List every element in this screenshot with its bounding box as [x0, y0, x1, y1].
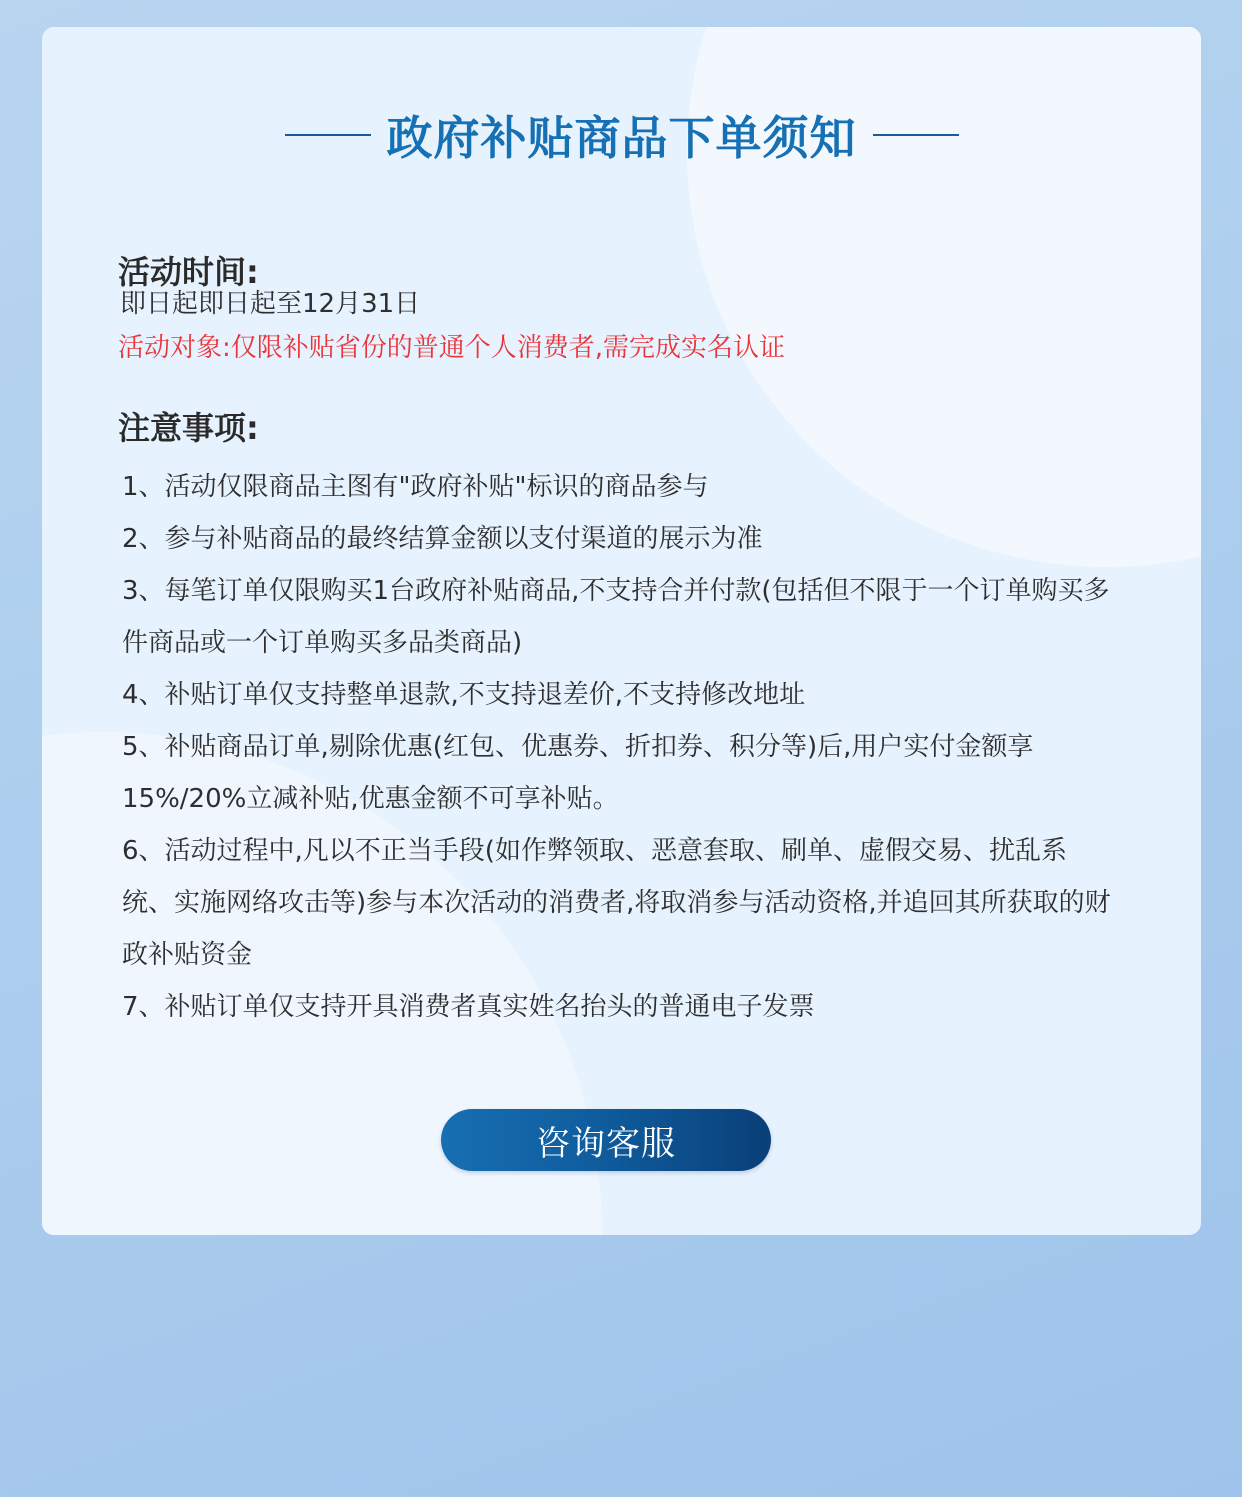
- note-item: 4、补贴订单仅支持整单退款,不支持退差价,不支持修改地址: [122, 680, 806, 710]
- page-title: 政府补贴商品下单须知: [386, 111, 857, 165]
- notice-content: [42, 27, 1201, 1235]
- note-item: 7、补贴订单仅支持开具消费者真实姓名抬头的普通电子发票: [122, 992, 815, 1022]
- note-item: 6、活动过程中,凡以不正当手段(如作弊领取、恶意套取、刷单、虚假交易、扰乱系统、实施网络攻击等)参与本次活动的消费者,将取消参与活动资格,并追回其所获取的财政补贴资金: [122, 836, 1111, 970]
- note-item: 1、活动仅限商品主图有"政府补贴"标识的商品参与: [122, 472, 709, 502]
- note-item: 2、参与补贴商品的最终结算金额以支付渠道的展示为准: [122, 524, 763, 554]
- title-row: [42, 103, 1201, 167]
- consult-customer-service-button[interactable]: 咨询客服: [441, 1109, 771, 1171]
- notes-list: [122, 461, 1112, 1033]
- note-item: 3、每笔订单仅限购买1台政府补贴商品,不支持合并付款(包括但不限于一个订单购买多件商品或一个订单购买多品类商品): [122, 576, 1110, 658]
- activity-time-text: 即日起即日起至12月31日: [120, 289, 421, 319]
- title-divider-right: [873, 134, 959, 136]
- title-divider-left: [285, 134, 371, 136]
- notice-card: [42, 27, 1201, 1235]
- activity-time-heading: 活动时间:: [118, 253, 259, 291]
- note-item: 5、补贴商品订单,剔除优惠(红包、优惠券、折扣券、积分等)后,用户实付金额享15%/20%立减补贴,优惠金额不可享补贴。: [122, 732, 1034, 814]
- notes-heading: 注意事项:: [118, 409, 259, 447]
- activity-target-text: 活动对象:仅限补贴省份的普通个人消费者,需完成实名认证: [118, 333, 786, 363]
